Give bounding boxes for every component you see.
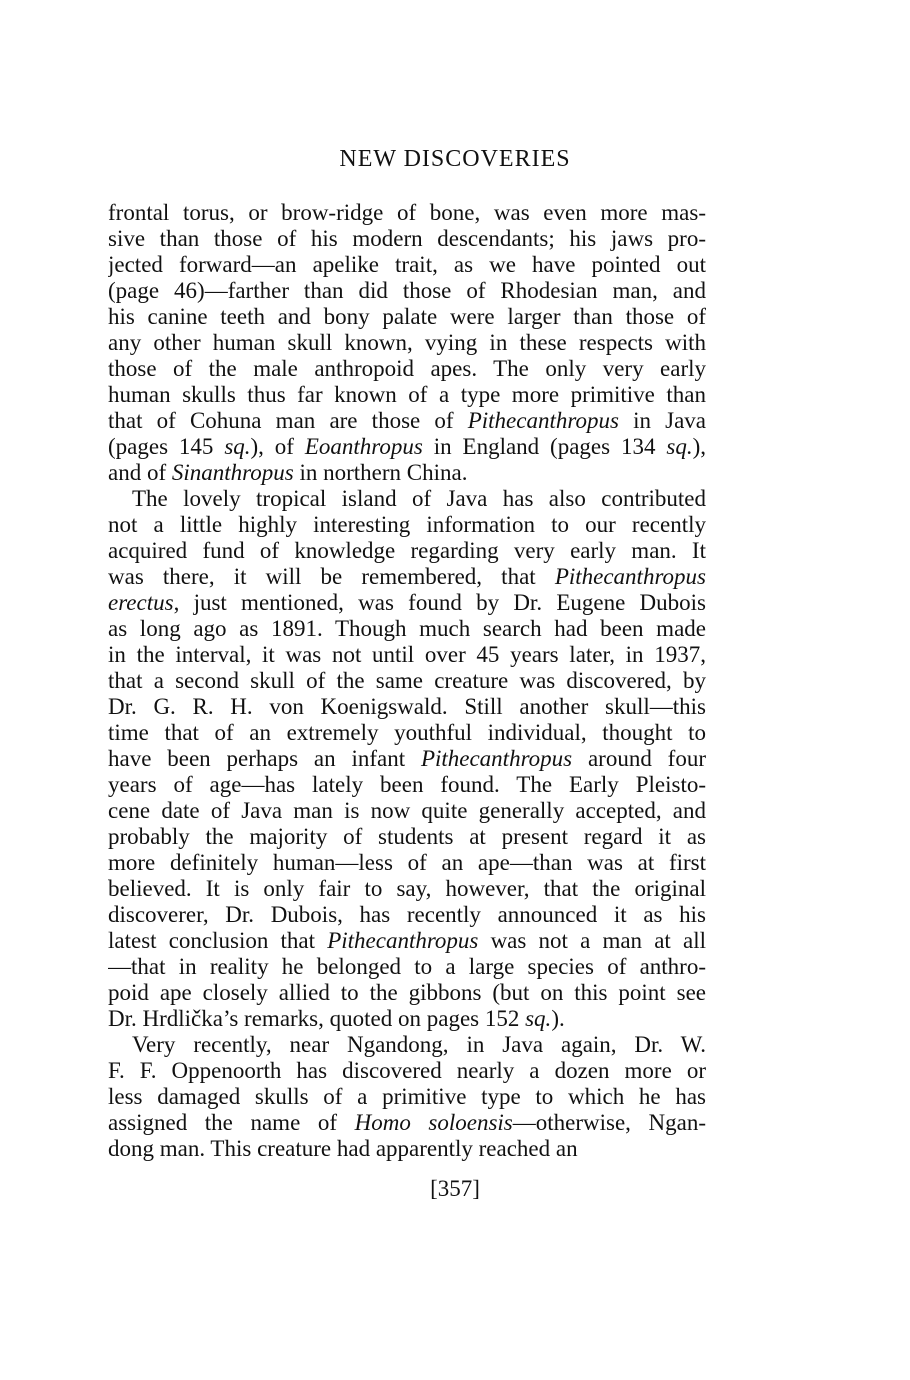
text-line: that a second skull of the same creature was discovered, by: [108, 668, 706, 693]
text-line: cene date of Java man is now quite generally accepted, and: [108, 798, 706, 823]
text-line: more definitely human—less of an ape—than was at first: [108, 850, 706, 875]
text-line: assigned the name of Homo soloensis—otherwise, Ngan-: [108, 1110, 706, 1135]
text-line: jected forward—an apelike trait, as we have pointed out: [108, 252, 706, 277]
text-line: F. F. Oppenoorth has discovered nearly a dozen more or: [108, 1058, 706, 1083]
text-line: discoverer, Dr. Dubois, has recently announced it as his: [108, 902, 706, 927]
text-line: Dr. Hrdlička’s remarks, quoted on pages 152 sq.).: [108, 1006, 565, 1031]
text-line: acquired fund of knowledge regarding very early man. It: [108, 538, 706, 563]
text-line: (pages 145 sq.), of Eoanthropus in England (pages 134 sq.),: [108, 434, 706, 459]
text-line: years of age—has lately been found. The Early Pleisto-: [108, 772, 706, 797]
paragraph: [108, 486, 706, 1032]
paragraph: [108, 1032, 706, 1162]
text-line: sive than those of his modern descendants; his jaws pro-: [108, 226, 706, 251]
text-line: those of the male anthropoid apes. The only very early: [108, 356, 706, 381]
text-line: dong man. This creature had apparently reached an: [108, 1136, 578, 1161]
text-line: latest conclusion that Pithecanthropus was not a man at all: [108, 928, 706, 953]
text-line: (page 46)—farther than did those of Rhodesian man, and: [108, 278, 706, 303]
text-line: believed. It is only fair to say, however, that the original: [108, 876, 706, 901]
text-line: that of Cohuna man are those of Pithecanthropus in Java: [108, 408, 706, 433]
body-text: [108, 200, 706, 1162]
text-line: in the interval, it was not until over 45 years later, in 1937,: [108, 642, 706, 667]
text-line: Very recently, near Ngandong, in Java again, Dr. W.: [132, 1032, 706, 1057]
text-line: as long ago as 1891. Though much search had been made: [108, 616, 706, 641]
text-line: erectus, just mentioned, was found by Dr. Eugene Dubois: [108, 590, 706, 615]
paragraph: [108, 200, 706, 486]
running-head: NEW DISCOVERIES: [339, 146, 571, 172]
text-line: was there, it will be remembered, that Pithecanthropus: [108, 564, 706, 589]
text-line: probably the majority of students at present regard it as: [108, 824, 706, 849]
text-line: less damaged skulls of a primitive type to which he has: [108, 1084, 706, 1109]
text-line: his canine teeth and bony palate were larger than those of: [108, 304, 706, 329]
text-line: frontal torus, or brow-ridge of bone, was even more mas-: [108, 200, 706, 225]
text-line: The lovely tropical island of Java has also contributed: [132, 486, 706, 511]
text-line: poid ape closely allied to the gibbons (but on this point see: [108, 980, 706, 1005]
text-line: time that of an extremely youthful individual, thought to: [108, 720, 706, 745]
text-line: human skulls thus far known of a type more primitive than: [108, 382, 706, 407]
text-line: any other human skull known, vying in these respects with: [108, 330, 706, 355]
text-line: and of Sinanthropus in northern China.: [108, 460, 468, 485]
text-line: not a little highly interesting information to our recently: [108, 512, 706, 537]
page-number: [357]: [430, 1176, 480, 1201]
text-line: have been perhaps an infant Pithecanthropus around four: [108, 746, 706, 771]
text-line: Dr. G. R. H. von Koenigswald. Still another skull—this: [108, 694, 706, 719]
text-line: —that in reality he belonged to a large species of anthro-: [108, 954, 706, 979]
